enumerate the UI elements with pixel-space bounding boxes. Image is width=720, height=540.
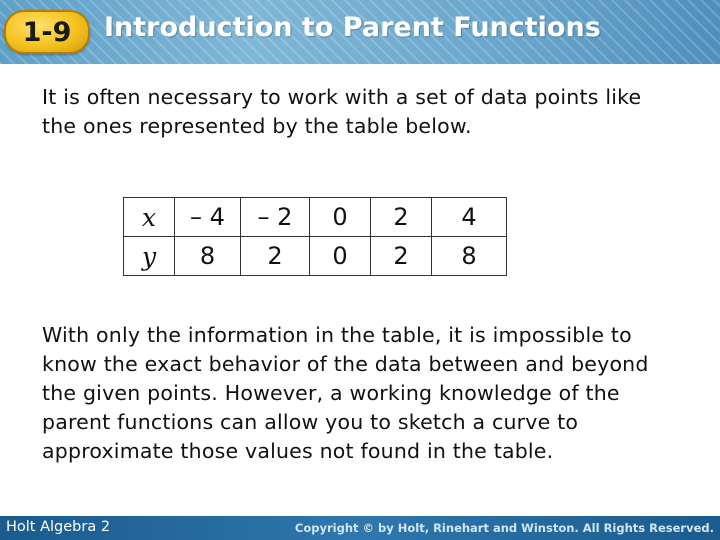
footer-copyright: Copyright © by Holt, Rinehart and Winston. All Rights Reserved. <box>294 521 714 535</box>
table-row-y <box>124 237 507 276</box>
table-row-x <box>124 198 507 237</box>
y-cell: 8 <box>175 237 241 276</box>
slide-title: Introduction to Parent Functions <box>104 12 601 43</box>
y-row-label: y <box>124 237 175 276</box>
data-points-table <box>123 197 507 276</box>
intro-paragraph: It is often necessary to work with a set of data points like the ones represented by the table below. <box>42 85 642 138</box>
x-row-label: x <box>124 198 175 237</box>
lesson-badge <box>4 10 90 54</box>
y-cell: 0 <box>310 237 371 276</box>
body-paragraph: With only the information in the table, it is impossible to know the exact behavior of the data between and beyond the given points. However, a working knowledge of the parent functions can allow you to sketch a curve to approximate those values not found in the table. <box>42 323 649 463</box>
x-cell: 0 <box>310 198 371 237</box>
slide-footer <box>0 516 720 540</box>
footer-course: Holt Algebra 2 <box>6 519 111 535</box>
x-cell: 2 <box>371 198 432 237</box>
y-cell: 8 <box>432 237 507 276</box>
slide-header <box>0 0 720 64</box>
x-cell: – 2 <box>241 198 310 237</box>
x-cell: – 4 <box>175 198 241 237</box>
y-cell: 2 <box>371 237 432 276</box>
y-cell: 2 <box>241 237 310 276</box>
lesson-number: 1-9 <box>22 16 72 48</box>
x-cell: 4 <box>432 198 507 237</box>
